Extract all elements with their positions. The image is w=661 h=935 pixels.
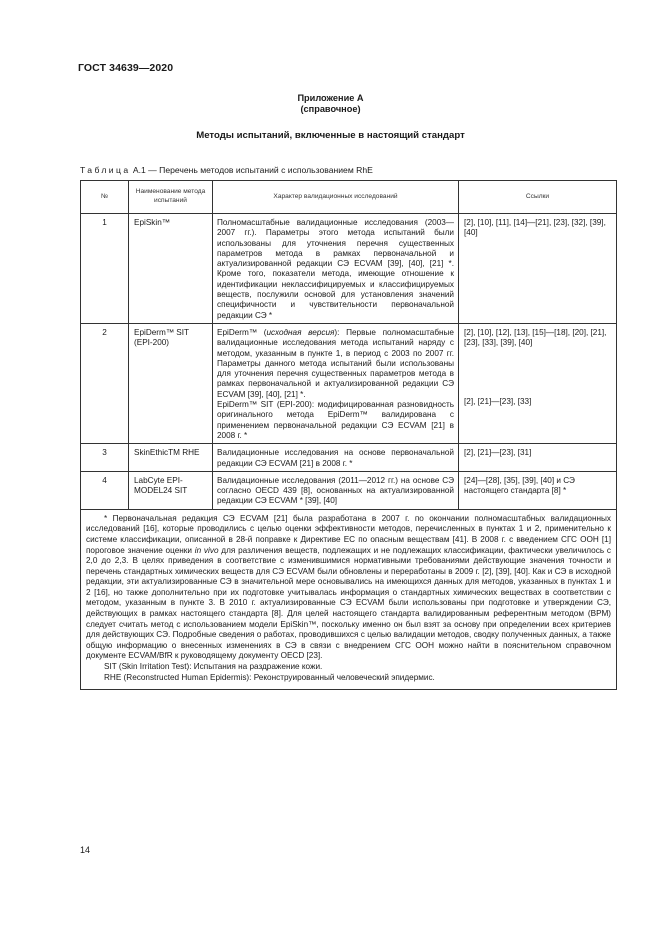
table-row [81,471,617,509]
cell-char [213,323,459,443]
footnote-cell [81,509,617,690]
appendix-title: Приложение А [297,93,364,103]
cell-name: SkinEthicTM RHE [129,444,213,472]
table-caption-label: А.1 — Перечень методов испытаний с использованием RhE [132,165,373,175]
cell-num: 4 [81,471,129,509]
standard-code: ГОСТ 34639—2020 [78,62,174,74]
note-rhe: RHE (Reconstructed Human Epidermis): Реконструированный человеческий эпидермис. [104,672,435,682]
page-number: 14 [80,845,91,855]
cell-refs: [24]—[28], [35], [39], [40] и СЭ настоящего стандарта [8] * [459,471,617,509]
table-caption [80,165,373,175]
methods-table [80,180,617,690]
section-title: Методы испытаний, включенные в настоящий стандарт [196,130,465,141]
note-sit: SIT (Skin Irritation Test): Испытания на раздражение кожи. [104,662,323,672]
cell-refs: [2], [10], [11], [14]—[21], [23], [32], [39], [40] [459,214,617,324]
cell-refs [459,323,617,443]
cell-char: Валидационные исследования (2011—2012 гг.) на основе СЭ согласно OECD 439 [8], основанных на актуализированной редакции СЭ ECVAM * [39], [40] [213,471,459,509]
cell-refs: [2], [21]—[23], [31] [459,444,617,472]
cell-char: Полномасштабные валидационные исследования (2003—2007 гг.). Параметры этого метода испытаний были использованы для уточнения перечня существенных параметров метода в рамках первоначальной и актуализированной редакции СЭ ECVAM [39], [40], [21] *. Кроме того, показатели метода, имеющие отношение к идентификации неклассифицируемых и классифицируемых веществ, послужили основой для установления значений специфичности и чувствительности первоначальной редакции СЭ * [213,214,459,324]
appendix-note: (справочное) [300,104,361,114]
refs-2: [2], [21]—[23], [33] [464,396,532,406]
footnote-text: * Первоначальная редакция СЭ ECVAM [21] была разработана в 2007 г. по окончании полномасштабных валидационных исследований [16], которые проводились с целью оценки эффективности методов, перечисленных в пунктах 1 и 2, применительно к системе классификации, описанной в 28-й поправке к Директиве ЕС по опасным веществам [41]. В 2008 г. с введением СГС ООН [1] пороговое значение оценки in vivo для различения веществ, подлежащих и не подлежащих классификации, фактически увеличилось с 2,0 до 2,3. В целях приведения в соответствие с изменившимися нормативными требованиями действующие значения точности и перечень стандартных химических веществ для СЭ ECVAM были обновлены и переработаны в 2009 г. [2], [39], [40]. Как и СЭ в исходной редакции, эти актуализированные СЭ в значительной мере основывались на имеющихся данных для методов, указанных в пунктах 1 и 2 [16], но также дополнительно при их подготовке учитывалась информация о стандартных химических веществах в соответствии с методом, указанным в пункте 3. В 2010 г. актуализированные СЭ ECVAM были использованы при подготовке и утверждении СЭ, действующих в рамках настоящего стандарта [8]. Для целей настоящего стандарта валидированным референтным методом (ВРМ) следует считать метод с использованием модели EpiSkin™, поскольку именно он был взят за основу при определении всех критериев для действующих СЭ. Подробные сведения о работах, проводившихся с целью валидации методов, сводку полученных данных, а также общую информацию о внесенных изменениях в СЭ в связи с внедрением СГС ООН можно найти в пояснительном справочном документе ECVAM/BfR к руководящему документу OECD [23]. [86,513,611,661]
header-refs: Ссылки [459,181,617,214]
cell-name: EpiSkin™ [129,214,213,324]
table-row [81,214,617,324]
cell-char: Валидационные исследования на основе первоначальной редакции СЭ ECVAM [21] в 2008 г. * [213,444,459,472]
cell-num: 1 [81,214,129,324]
cell-name: EpiDerm™ SIT (EPI-200) [129,323,213,443]
cell-name: LabCyte EPI-MODEL24 SIT [129,471,213,509]
header-num: № [81,181,129,214]
refs-1: [2], [10], [12], [13], [15]—[18], [20], [21], [23], [33], [39], [40] [464,327,607,348]
char-text-1: EpiDerm™ (исходная версия): Первые полномасштабные валидационные исследования метода испытаний наряду с методом, указанным в пункте 1, в период с 2003 по 2007 гг. Параметры данного метода испытаний были использованы для уточнения перечня существенных параметров метода в рамках первоначальной и актуализированной редакции СЭ ECVAM [39], [40], [21] *. [217,327,454,399]
table-row [81,323,617,443]
header-char: Характер валидационных исследований [213,181,459,214]
table-footnote-row [81,509,617,690]
char-text-2: EpiDerm™ SIT (EPI-200): модифицированная разновидность оригинального метода EpiDerm™ валидирована с применением первоначальной редакции СЭ ECVAM [21] в 2008 г. * [217,400,454,440]
cell-num: 2 [81,323,129,443]
cell-num: 3 [81,444,129,472]
table-header-row [81,181,617,214]
header-name: Наименование метода испытаний [129,181,213,214]
table-caption-prefix: Таблица [80,165,131,175]
table-row [81,444,617,472]
